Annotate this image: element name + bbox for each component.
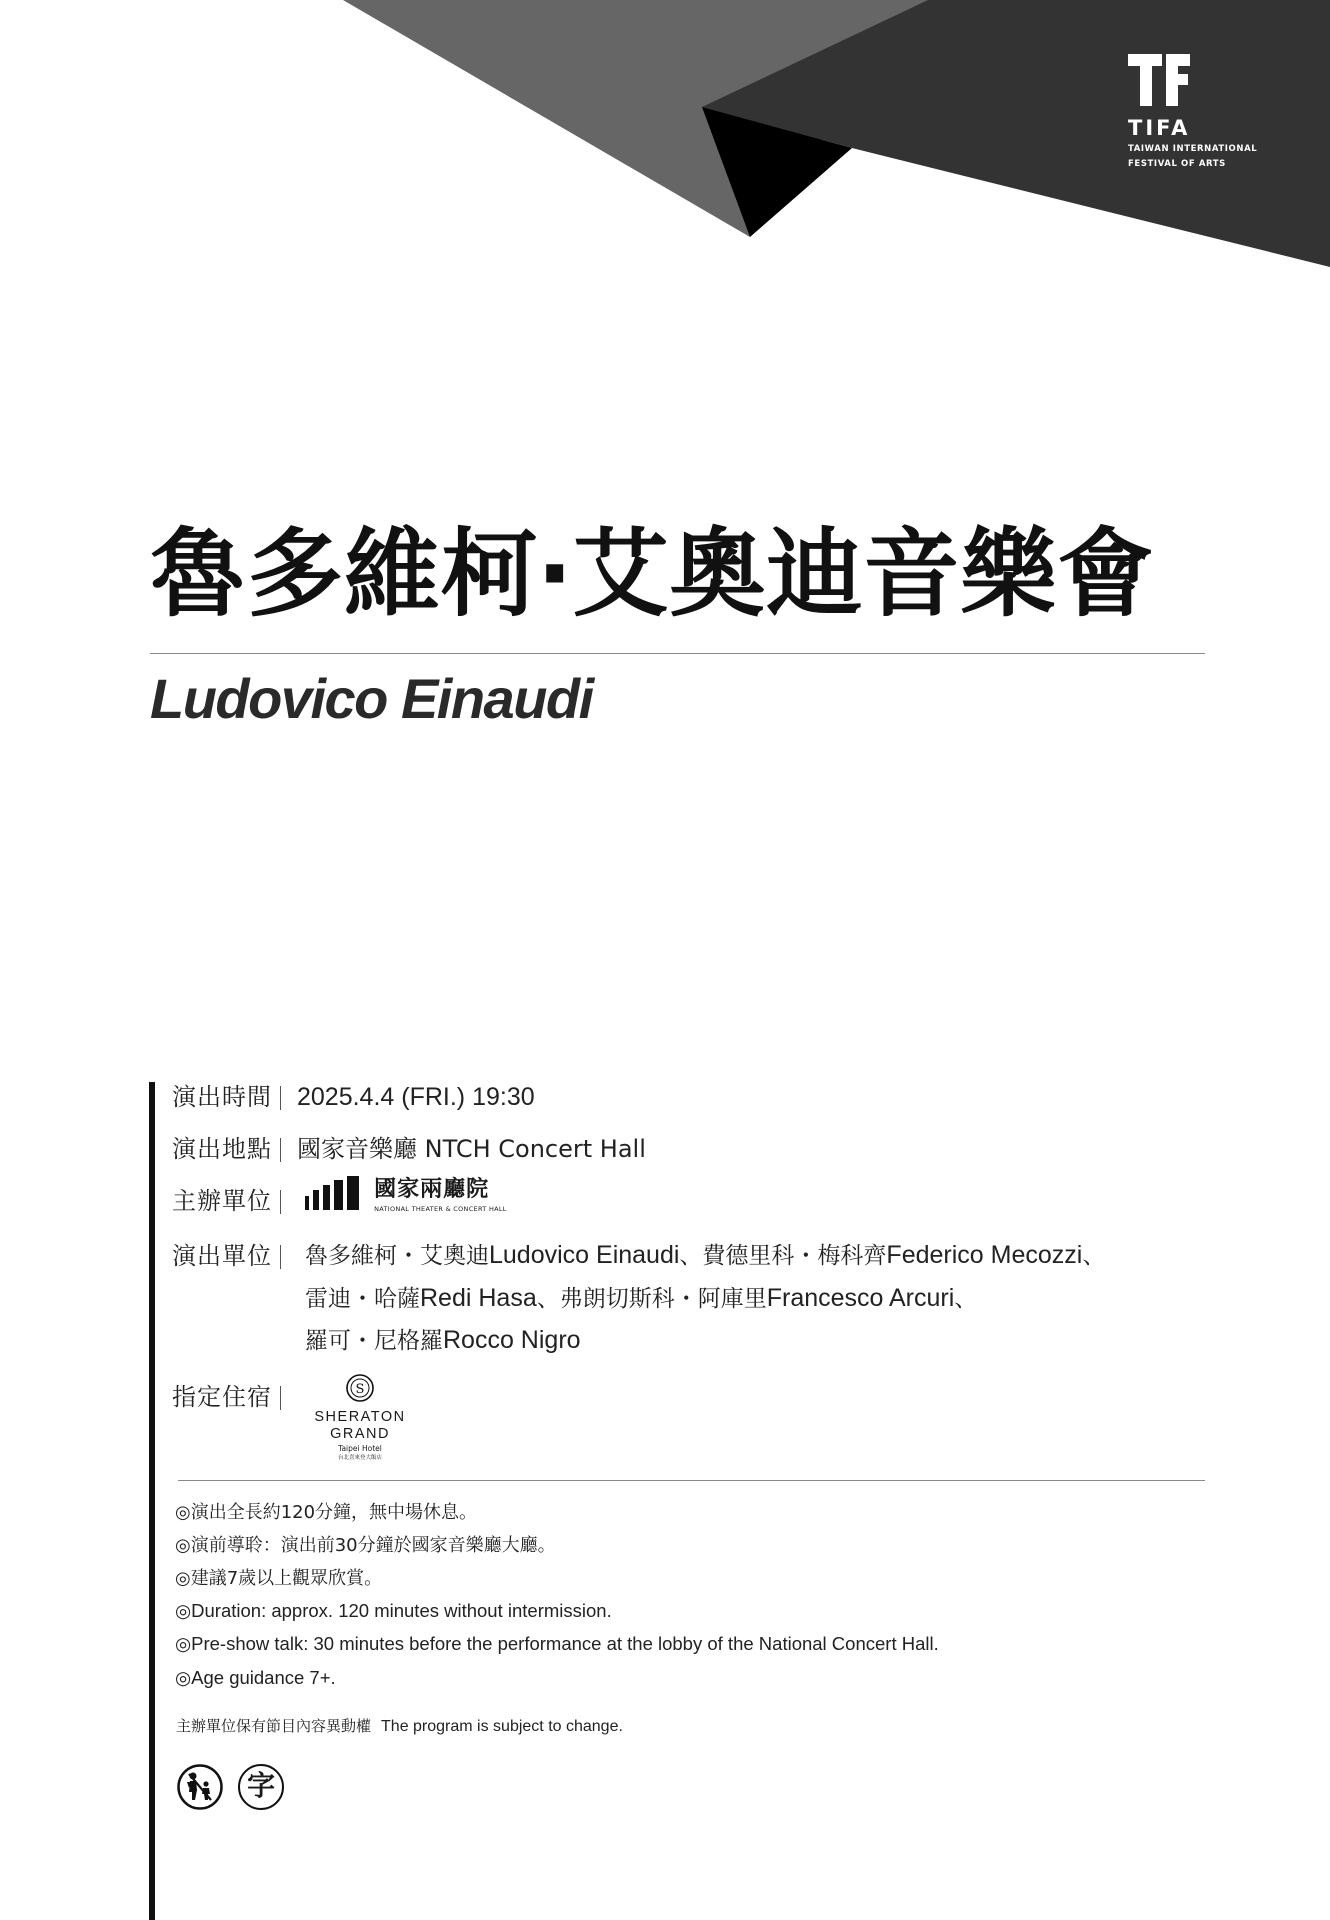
performer-name-zh: 雷迪・哈薩 <box>305 1286 420 1312</box>
separator <box>280 1245 281 1269</box>
disclaimer-zh: 主辦單位保有節目內容異動權 <box>176 1717 372 1735</box>
logo-subtitle-1: TAIWAN INTERNATIONAL <box>1128 144 1258 154</box>
organizer-label: 主辦單位 <box>172 1187 272 1215</box>
info-organizer-row <box>172 1181 297 1216</box>
time-value: 2025.4.4 (FRI.) 19:30 <box>297 1083 535 1111</box>
page-title-en: Ludovico Einaudi <box>150 667 593 730</box>
note-duration-zh: ◎演出全長約120分鐘，無中場休息。 <box>175 1502 478 1523</box>
ntch-bars-icon <box>305 1176 359 1210</box>
performer-name-zh: 、弗朗切斯科・阿庫里 <box>536 1286 767 1312</box>
sheraton-emblem-icon <box>345 1373 375 1403</box>
performers-line-2 <box>305 1280 977 1313</box>
performer-separator: 、 <box>954 1286 978 1312</box>
separator <box>280 1386 281 1410</box>
performers-line-3 <box>305 1322 581 1355</box>
performer-name-en: Redi Hasa <box>420 1284 537 1312</box>
separator <box>280 1086 281 1110</box>
info-venue-row <box>172 1129 646 1164</box>
performer-name-zh: 魯多維柯・艾奧迪 <box>305 1243 489 1269</box>
time-label: 演出時間 <box>172 1083 272 1111</box>
sheraton-name-zh: 台北喜來登大飯店 <box>337 1455 382 1461</box>
venue-label: 演出地點 <box>172 1135 272 1163</box>
subtitle-char-icon: 字 <box>238 1764 284 1810</box>
notes-divider <box>178 1480 1205 1481</box>
info-hotel-row <box>172 1377 297 1412</box>
svg-text:S: S <box>355 1382 365 1397</box>
ntch-logo <box>305 1176 507 1213</box>
left-accent-bar <box>149 1082 155 1920</box>
info-time-row <box>172 1077 535 1112</box>
performer-name-zh: 、費德里科・梅科齊 <box>679 1243 887 1269</box>
note-preshow-en: ◎Pre-show talk: 30 minutes before the performance at the lobby of the National Concert Hall. <box>175 1633 939 1654</box>
page-title-zh: 魯多維柯‧艾奧迪音樂會 <box>150 518 1155 630</box>
performer-name-en: Francesco Arcuri <box>766 1284 955 1312</box>
separator <box>280 1138 281 1162</box>
performer-name-en: Rocco Nigro <box>443 1326 581 1354</box>
info-performers-row <box>172 1236 297 1271</box>
performer-name-en: Federico Mecozzi <box>886 1241 1083 1269</box>
disclaimer-en: The program is subject to change. <box>381 1718 623 1735</box>
separator <box>280 1190 281 1214</box>
note-preshow-zh: ◎演前導聆：演出前30分鐘於國家音樂廳大廳。 <box>175 1535 556 1556</box>
logo-name: TIFA <box>1128 116 1191 140</box>
note-age-en: ◎Age guidance 7+. <box>175 1667 336 1688</box>
performer-name-zh: 羅可・尼格羅 <box>305 1328 443 1354</box>
tifa-logo <box>1128 54 1258 170</box>
sheraton-name: SHERATON <box>314 1409 406 1425</box>
performer-separator: 、 <box>1082 1243 1106 1269</box>
performers-label: 演出單位 <box>172 1242 272 1270</box>
sheraton-grand: GRAND <box>330 1426 390 1442</box>
note-age-zh: ◎建議7歲以上觀眾欣賞。 <box>175 1568 383 1589</box>
sheraton-logo <box>305 1373 415 1462</box>
ntch-logo-en: NATIONAL THEATER & CONCERT HALL <box>374 1205 507 1213</box>
logo-subtitle-2: FESTIVAL OF ARTS <box>1128 159 1226 169</box>
venue-value: 國家音樂廳 NTCH Concert Hall <box>297 1135 646 1163</box>
performer-name-en: Ludovico Einaudi <box>489 1241 680 1269</box>
sheraton-city: Taipei Hotel <box>338 1444 382 1453</box>
hotel-label: 指定住宿 <box>172 1383 272 1411</box>
performers-line-1 <box>305 1237 1105 1270</box>
note-duration-en: ◎Duration: approx. 120 minutes without intermission. <box>175 1600 612 1621</box>
ntch-logo-zh: 國家兩廳院 <box>374 1176 490 1202</box>
title-divider <box>150 653 1205 654</box>
disclaimer <box>176 1715 623 1736</box>
tifa-logo-mark-icon <box>1128 54 1190 106</box>
child-accessibility-icon <box>177 1764 223 1810</box>
accessibility-icons <box>177 1764 294 1814</box>
